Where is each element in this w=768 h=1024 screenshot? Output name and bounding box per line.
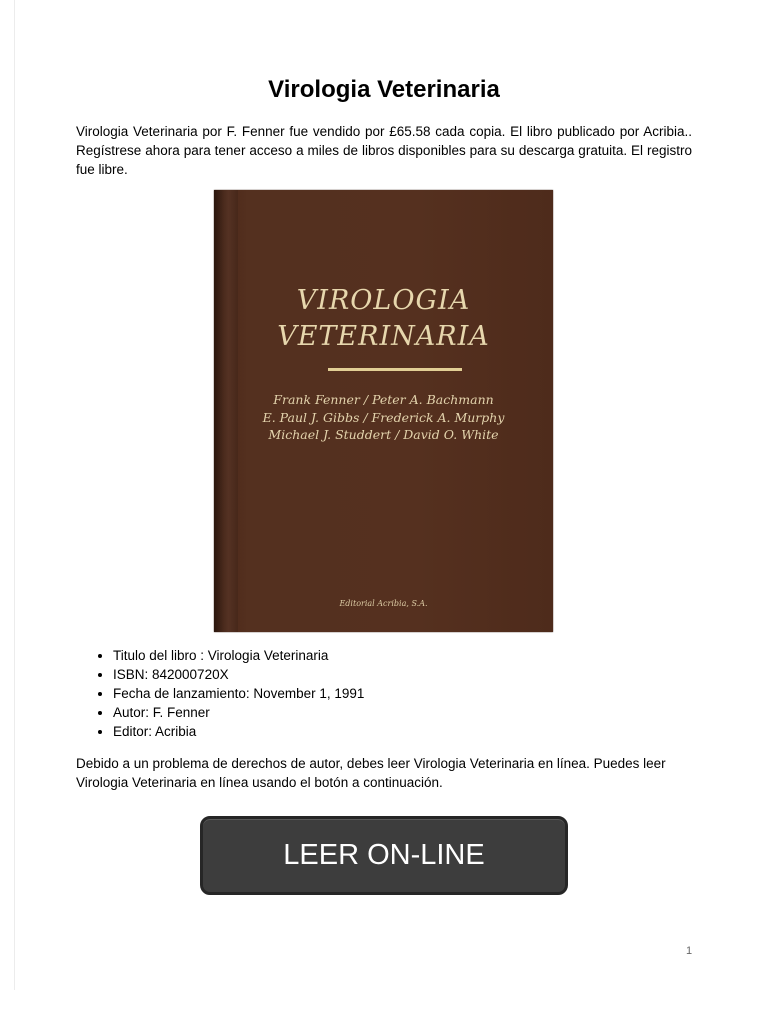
detail-publisher: • Editor: Acribia	[113, 722, 364, 741]
cover-title-line2: VETERINARIA	[277, 321, 490, 352]
detail-release-date: • Fecha de lanzamiento: November 1, 1991	[113, 684, 364, 703]
page-title: Virologia Veterinaria	[268, 76, 500, 103]
cover-authors-line1: Frank Fenner / Peter A. Bachmann	[273, 392, 494, 407]
cover-title-line1: VIROLOGIA	[296, 285, 471, 316]
cover-publisher: Editorial Acribia, S.A.	[339, 599, 428, 608]
read-online-button[interactable]	[200, 816, 568, 895]
intro-paragraph: Virologia Veterinaria por F. Fenner fue vendido por £65.58 cada copia. El libro publicado por Acribia.. Regístrese ahora para tener acceso a miles de libros disponibles para su descarga gratuita. El registro fue libre.	[76, 124, 692, 177]
detail-author: • Autor: F. Fenner	[113, 703, 364, 722]
detail-isbn: • ISBN: 842000720X	[113, 665, 364, 684]
book-cover-image	[214, 190, 553, 632]
copyright-notice: Debido a un problema de derechos de autor, debes leer Virologia Veterinaria en línea. Puedes leer Virologia Veterinaria en línea usando el botón a continuación.	[76, 756, 666, 790]
read-online-button-label: LEER ON-LINE	[283, 839, 485, 871]
book-details-list	[90, 646, 364, 741]
page-number: 1	[686, 945, 693, 957]
cover-authors-line2: E. Paul J. Gibbs / Frederick A. Murphy	[262, 410, 505, 425]
detail-title: • Titulo del libro : Virologia Veterinaria	[113, 646, 364, 665]
cover-authors-line3: Michael J. Studdert / David O. White	[268, 427, 499, 442]
cover-divider	[328, 368, 462, 371]
